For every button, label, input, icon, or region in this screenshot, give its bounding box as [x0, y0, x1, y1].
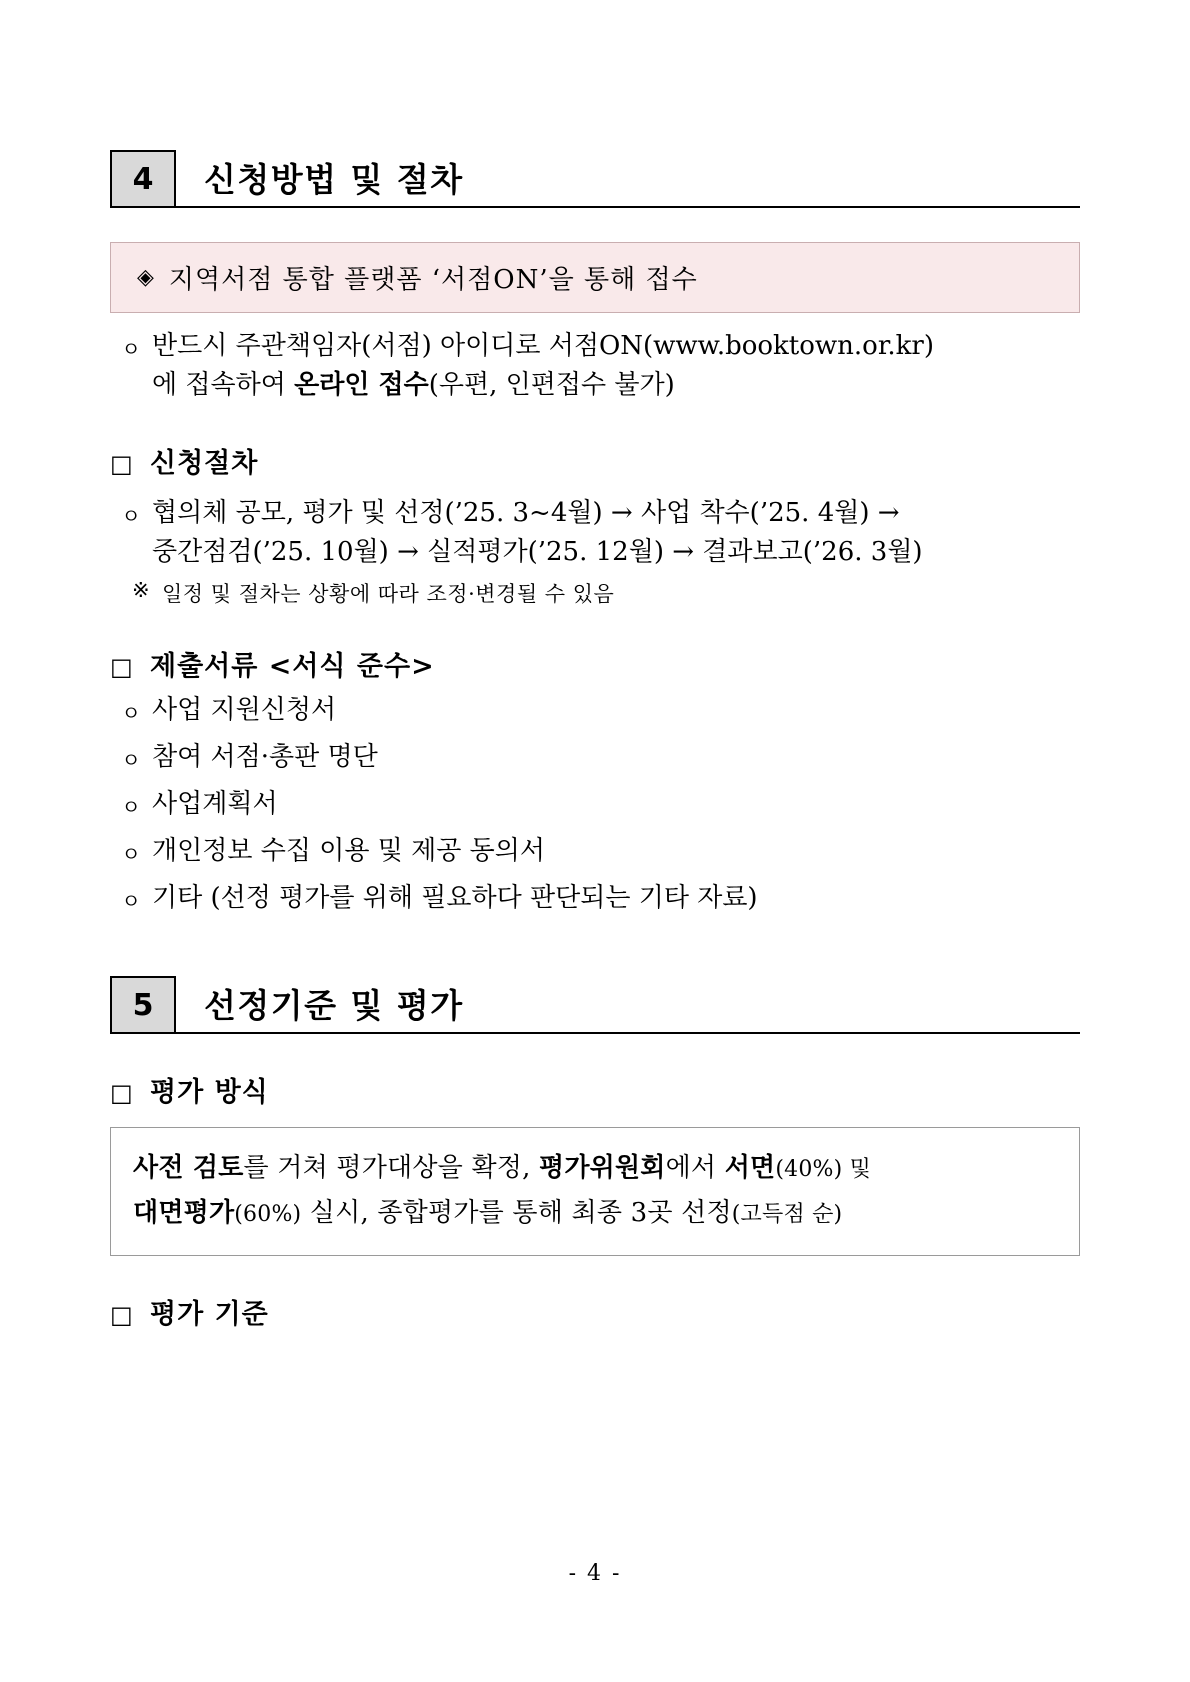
- intro-line-2-post: (우편, 인편접수 불가): [428, 370, 675, 400]
- diamond-icon: ◈: [137, 264, 155, 290]
- subsection-title: 평가 기준: [150, 1299, 269, 1331]
- subsection-heading-evaluation-criteria: [110, 1292, 1080, 1331]
- callout-text: 지역서점 통합 플랫폼 ‘서점ON’을 통해 접수: [168, 265, 698, 295]
- section-number-badge: 4: [110, 150, 176, 208]
- list-item-label: 사업계획서: [152, 789, 278, 819]
- subsection-heading-application-process: [110, 441, 1080, 480]
- intro-line-2-bold: 온라인 접수: [294, 370, 429, 400]
- subsection-heading-evaluation-method: [110, 1070, 1080, 1109]
- section-title: 신청방법 및 절차: [204, 159, 464, 199]
- square-marker-icon: □: [110, 653, 134, 681]
- evaluation-method-box: [110, 1127, 1080, 1256]
- circle-marker-icon: ㅇ: [121, 748, 141, 772]
- process-line-1: 협의체 공모, 평가 및 선정(’25. 3~4월) → 사업 착수(’25. 4월) →: [152, 498, 900, 528]
- required-documents-list: [110, 691, 1080, 918]
- circle-marker-icon: ㅇ: [121, 504, 141, 528]
- eval-l1-p2: 를 거쳐 평가대상을 확정,: [243, 1153, 540, 1183]
- subsection-title: 평가 방식: [150, 1077, 269, 1108]
- list-item-label: 사업 지원신청서: [152, 695, 337, 725]
- intro-line-1: 반드시 주관책임자(서점) 아이디로 서점ON(www.booktown.or.kr): [152, 331, 934, 361]
- section-header-5: [110, 976, 1080, 1034]
- list-item: [110, 832, 1080, 871]
- eval-l1-p3: 평가위원회: [539, 1153, 666, 1183]
- list-item: [110, 327, 1080, 405]
- circle-marker-icon: ㅇ: [121, 889, 141, 913]
- process-note: [132, 578, 1080, 608]
- eval-l1-p4: 에서: [665, 1153, 725, 1183]
- list-item-label: 참여 서점·총판 명단: [152, 742, 378, 772]
- list-item: [110, 738, 1080, 777]
- list-item: [110, 691, 1080, 730]
- intro-line-2-pre: 에 접속하여: [152, 370, 295, 400]
- subsection-heading-required-documents: [110, 644, 1080, 683]
- eval-l1-p5: 서면: [724, 1153, 776, 1183]
- list-item-label: 기타 (선정 평가를 위해 필요하다 판단되는 기타 자료): [152, 883, 758, 913]
- eval-l2-p1: 대면평가: [133, 1197, 235, 1228]
- list-item: [110, 879, 1080, 918]
- eval-l1-p6: (40%) 및: [775, 1157, 872, 1182]
- section-number-badge: 5: [110, 976, 176, 1034]
- square-marker-icon: □: [110, 1301, 134, 1330]
- eval-l2-p2: (60%): [234, 1201, 302, 1227]
- reference-mark-icon: ※: [132, 578, 151, 602]
- circle-marker-icon: ㅇ: [121, 842, 141, 866]
- square-marker-icon: □: [110, 1079, 134, 1107]
- section-title: 선정기준 및 평가: [204, 985, 464, 1025]
- square-marker-icon: □: [110, 450, 134, 478]
- circle-marker-icon: ㅇ: [121, 795, 141, 819]
- section-title-rule: [176, 150, 1080, 208]
- note-text: 일정 및 절차는 상황에 따라 조정·변경될 수 있음: [162, 582, 615, 606]
- subsection-title: 신청절차: [150, 448, 259, 479]
- list-item-label: 개인정보 수집 이용 및 제공 동의서: [152, 836, 545, 866]
- section-title-rule: [176, 976, 1080, 1034]
- circle-marker-icon: ㅇ: [121, 701, 141, 725]
- list-item: [110, 785, 1080, 824]
- page-number: - 4 -: [568, 1561, 622, 1586]
- process-line-2: 중간점검(’25. 10월) → 실적평가(’25. 12월) → 결과보고(’26. 3월): [152, 537, 923, 567]
- section-spacer: [110, 918, 1080, 976]
- list-item-body: [152, 494, 1080, 572]
- list-item: [110, 494, 1080, 572]
- eval-l2-p3: 실시, 종합평가를 통해 최종 3곳 선정: [301, 1197, 732, 1228]
- subsection-title: 제출서류 <서식 준수>: [150, 651, 435, 682]
- circle-marker-icon: ㅇ: [121, 337, 141, 361]
- callout-box: [110, 242, 1080, 313]
- eval-l1-p1: 사전 검토: [133, 1153, 244, 1183]
- eval-l2-p4: (고득점 순): [731, 1201, 843, 1227]
- section-header-4: [110, 150, 1080, 208]
- list-item-body: [152, 327, 1080, 405]
